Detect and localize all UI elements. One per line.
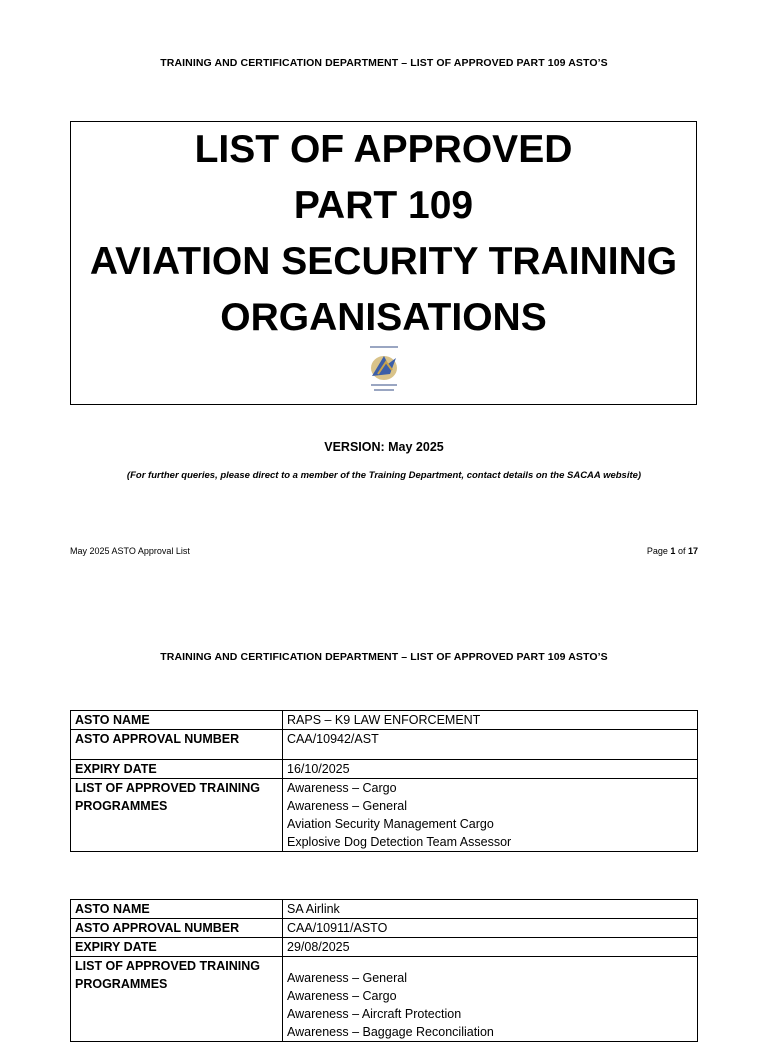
running-header: TRAINING AND CERTIFICATION DEPARTMENT – LIST OF APPROVED PART 109 ASTO’S — [160, 57, 608, 69]
queries-note: (For further queries, please direct to a member of the Training Department, contact details on the SACAA website) — [126, 470, 642, 481]
footer-page-number — [647, 546, 698, 556]
approval-number-value: CAA/10942/AST — [283, 730, 698, 760]
expiry-date-value: 29/08/2025 — [283, 938, 698, 957]
expiry-date-label: EXPIRY DATE — [71, 760, 283, 779]
table-row — [71, 957, 698, 1042]
table-row — [71, 938, 698, 957]
table-row — [71, 730, 698, 760]
approval-number-label: ASTO APPROVAL NUMBER — [71, 919, 283, 938]
table-row — [71, 711, 698, 730]
title-line: AVIATION SECURITY TRAINING — [89, 240, 678, 283]
title-line: LIST OF APPROVED — [194, 128, 573, 171]
list-item: Awareness – Aircraft Protection — [287, 1007, 462, 1021]
approval-number-value: CAA/10911/ASTO — [283, 919, 698, 938]
table-row — [71, 760, 698, 779]
list-item: Explosive Dog Detection Team Assessor — [287, 835, 512, 849]
title-line: PART 109 — [293, 184, 474, 227]
programmes-list — [283, 779, 698, 852]
list-item: Awareness – General — [287, 971, 407, 985]
programmes-label-line: LIST OF APPROVED TRAINING — [75, 781, 260, 795]
expiry-date-value: 16/10/2025 — [283, 760, 698, 779]
page-of: of — [677, 546, 686, 556]
footer-doc-name: May 2025 ASTO Approval List — [70, 546, 190, 556]
asto-name-label: ASTO NAME — [71, 711, 283, 730]
asto-name-value: RAPS – K9 LAW ENFORCEMENT — [283, 711, 698, 730]
programmes-list — [283, 957, 698, 1042]
programmes-label — [71, 957, 283, 1042]
cover-title — [70, 122, 697, 346]
page-word: Page — [646, 546, 668, 556]
list-item: Awareness – General — [287, 799, 407, 813]
list-item: Awareness – Cargo — [287, 781, 397, 795]
list-item: Awareness – Cargo — [287, 989, 397, 1003]
page-total: 17 — [687, 546, 698, 556]
table-row — [71, 919, 698, 938]
programmes-label-line: LIST OF APPROVED TRAINING — [75, 959, 260, 973]
expiry-date-label: EXPIRY DATE — [71, 938, 283, 957]
list-item: Awareness – Baggage Reconciliation — [287, 1025, 494, 1039]
approval-number-label: ASTO APPROVAL NUMBER — [71, 730, 283, 760]
programmes-label — [71, 779, 283, 852]
running-header: TRAINING AND CERTIFICATION DEPARTMENT – LIST OF APPROVED PART 109 ASTO’S — [160, 651, 608, 663]
asto-table — [70, 899, 698, 1042]
table-row — [71, 779, 698, 852]
asto-name-label: ASTO NAME — [71, 900, 283, 919]
title-line: ORGANISATIONS — [220, 296, 547, 339]
programmes-label-line: PROGRAMMES — [75, 977, 168, 991]
asto-table — [70, 710, 698, 852]
page-current: 1 — [670, 546, 676, 556]
version-label: VERSION: May 2025 — [324, 440, 444, 454]
list-item: Aviation Security Management Cargo — [287, 817, 494, 831]
sacaa-logo-icon — [362, 344, 406, 396]
table-row — [71, 900, 698, 919]
asto-name-value: SA Airlink — [283, 900, 698, 919]
programmes-label-line: PROGRAMMES — [75, 799, 168, 813]
